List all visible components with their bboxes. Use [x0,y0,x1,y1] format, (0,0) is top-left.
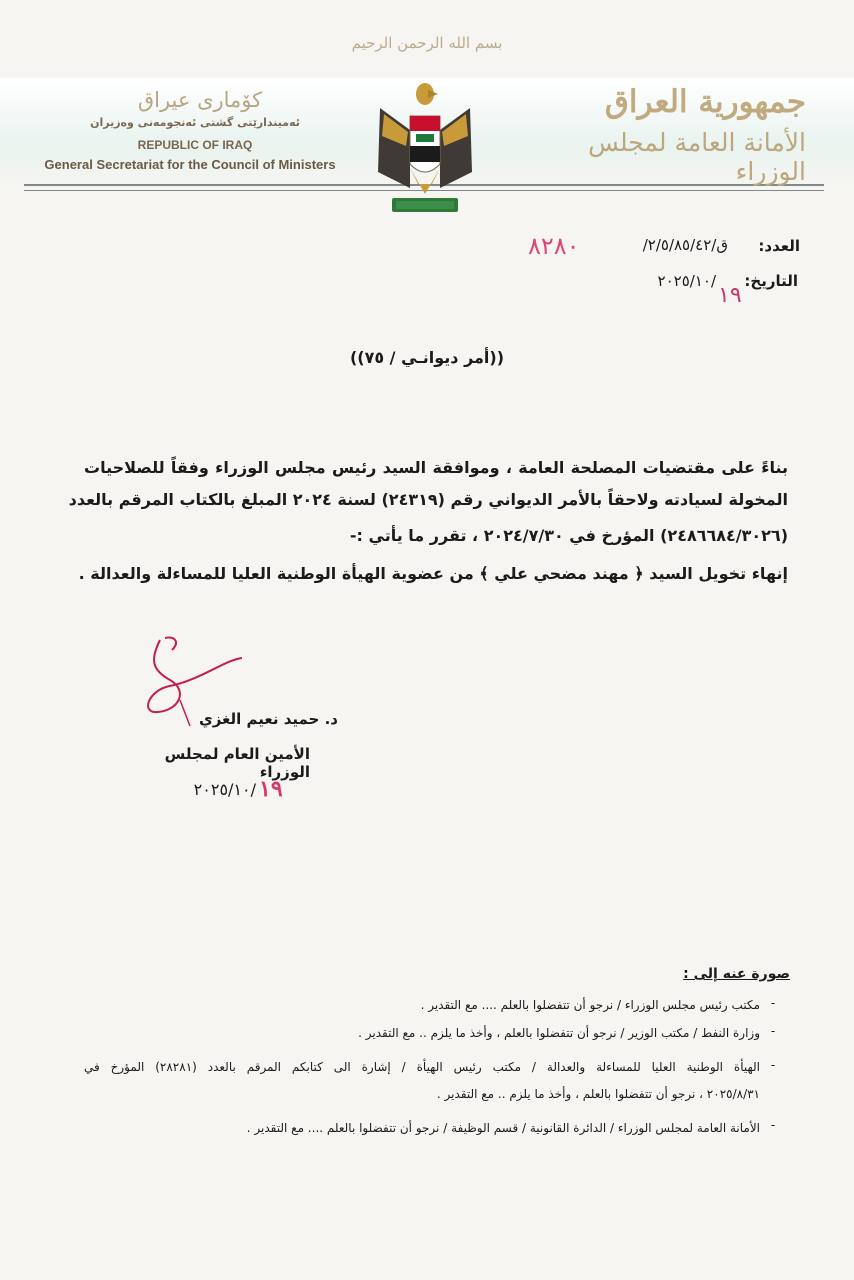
iraq-eagle-emblem-icon [370,76,480,218]
ref-date-label: التاريخ: [744,272,798,290]
stamped-serial-number: ٨٢٨٠ [528,232,580,260]
ref-number-value: ق/٢/٥/٨٥/٤٢/ [642,236,728,254]
kurdish-republic-title: كۆمارى عيراق [137,88,263,112]
kurdish-secretariat-title: ئه‌ميندارێتى گشتى ئه‌نجومه‌نى وه‌زيران [90,116,300,129]
signature-date-handwritten-day: ١٩ [259,776,283,802]
body-line-3: (٢٤٨٦٦٨٤/٣٠٢٦) المؤرخ في ٢٠٢٤/٧/٣٠ ، تقرر ما يأتي :- [349,526,788,545]
arabic-republic-title: جمهورية العراق [604,84,806,120]
basmala: بسم الله الرحمن الرحيم [351,34,503,52]
copy-bullet: - [770,1024,776,1038]
order-title: ((أمر ديوانـي / ٧٥)) [349,348,505,367]
body-line-2: المخولة لسيادته ولاحقاً بالأمر الديواني رقم (٢٤٣١٩) لسنة ٢٠٢٤ المبلغ بالكتاب المرقم بالعدد [68,490,788,509]
english-secretariat-title: General Secretariat for the Council of Ministers [44,157,336,172]
copy-item: الهيأة الوطنية العليا للمساءلة والعدالة / مكتب رئيس الهيأة / إشارة الى كتابكم المرقم بالعدد (٢٨٢٨١) المؤرخ في [84,1060,760,1074]
body-line-4: إنهاء تخويل السيد ﴿ مهند مضحي علي ﴾ من عضوية الهيأة الوطنية العليا للمساءلة والعدالة . [78,564,788,583]
copy-item: مكتب رئيس مجلس الوزراء / نرجو أن تتفضلوا بالعلم .... مع التقدير . [420,998,760,1012]
copy-bullet: - [770,996,776,1010]
copy-item-continuation: ٢٠٢٥/٨/٣١ ، نرجو أن تتفضلوا بالعلم ، وأخذ ما يلزم .. مع التقدير . [436,1087,760,1101]
copy-item: الأمانة العامة لمجلس الوزراء / الدائرة القانونية / قسم الوظيفة / نرجو أن تتفضلوا بالعلم .... مع التقدير . [246,1121,760,1135]
copies-heading: صورة عنه إلى : [683,966,790,982]
ref-date-value: /٢٠٢٥/١٠ [657,272,716,290]
arabic-secretariat-title: الأمانة العامة لمجلس الوزراء [588,128,806,186]
copy-bullet: - [770,1058,776,1072]
english-republic-title: REPUBLIC OF IRAQ [137,138,253,152]
body-line-1: بناءً على مقتضيات المصلحة العامة ، وموافقة السيد رئيس مجلس الوزراء وفقاً للصلاحيات [84,458,788,477]
copy-item: وزارة النفط / مكتب الوزير / نرجو أن تتفضلوا بالعلم ، وأخذ ما يلزم .. مع التقدير . [358,1026,760,1040]
signer-name: د. حميد نعيم الغزي [198,710,338,728]
ref-number-label: العدد: [758,237,800,255]
ref-date-handwritten-day: ١٩ [718,283,742,308]
copy-bullet: - [770,1118,776,1132]
signature-date: /٢٠٢٥/١٠ [193,780,256,799]
signer-title: الأمين العام لمجلس الوزراء [164,745,310,781]
